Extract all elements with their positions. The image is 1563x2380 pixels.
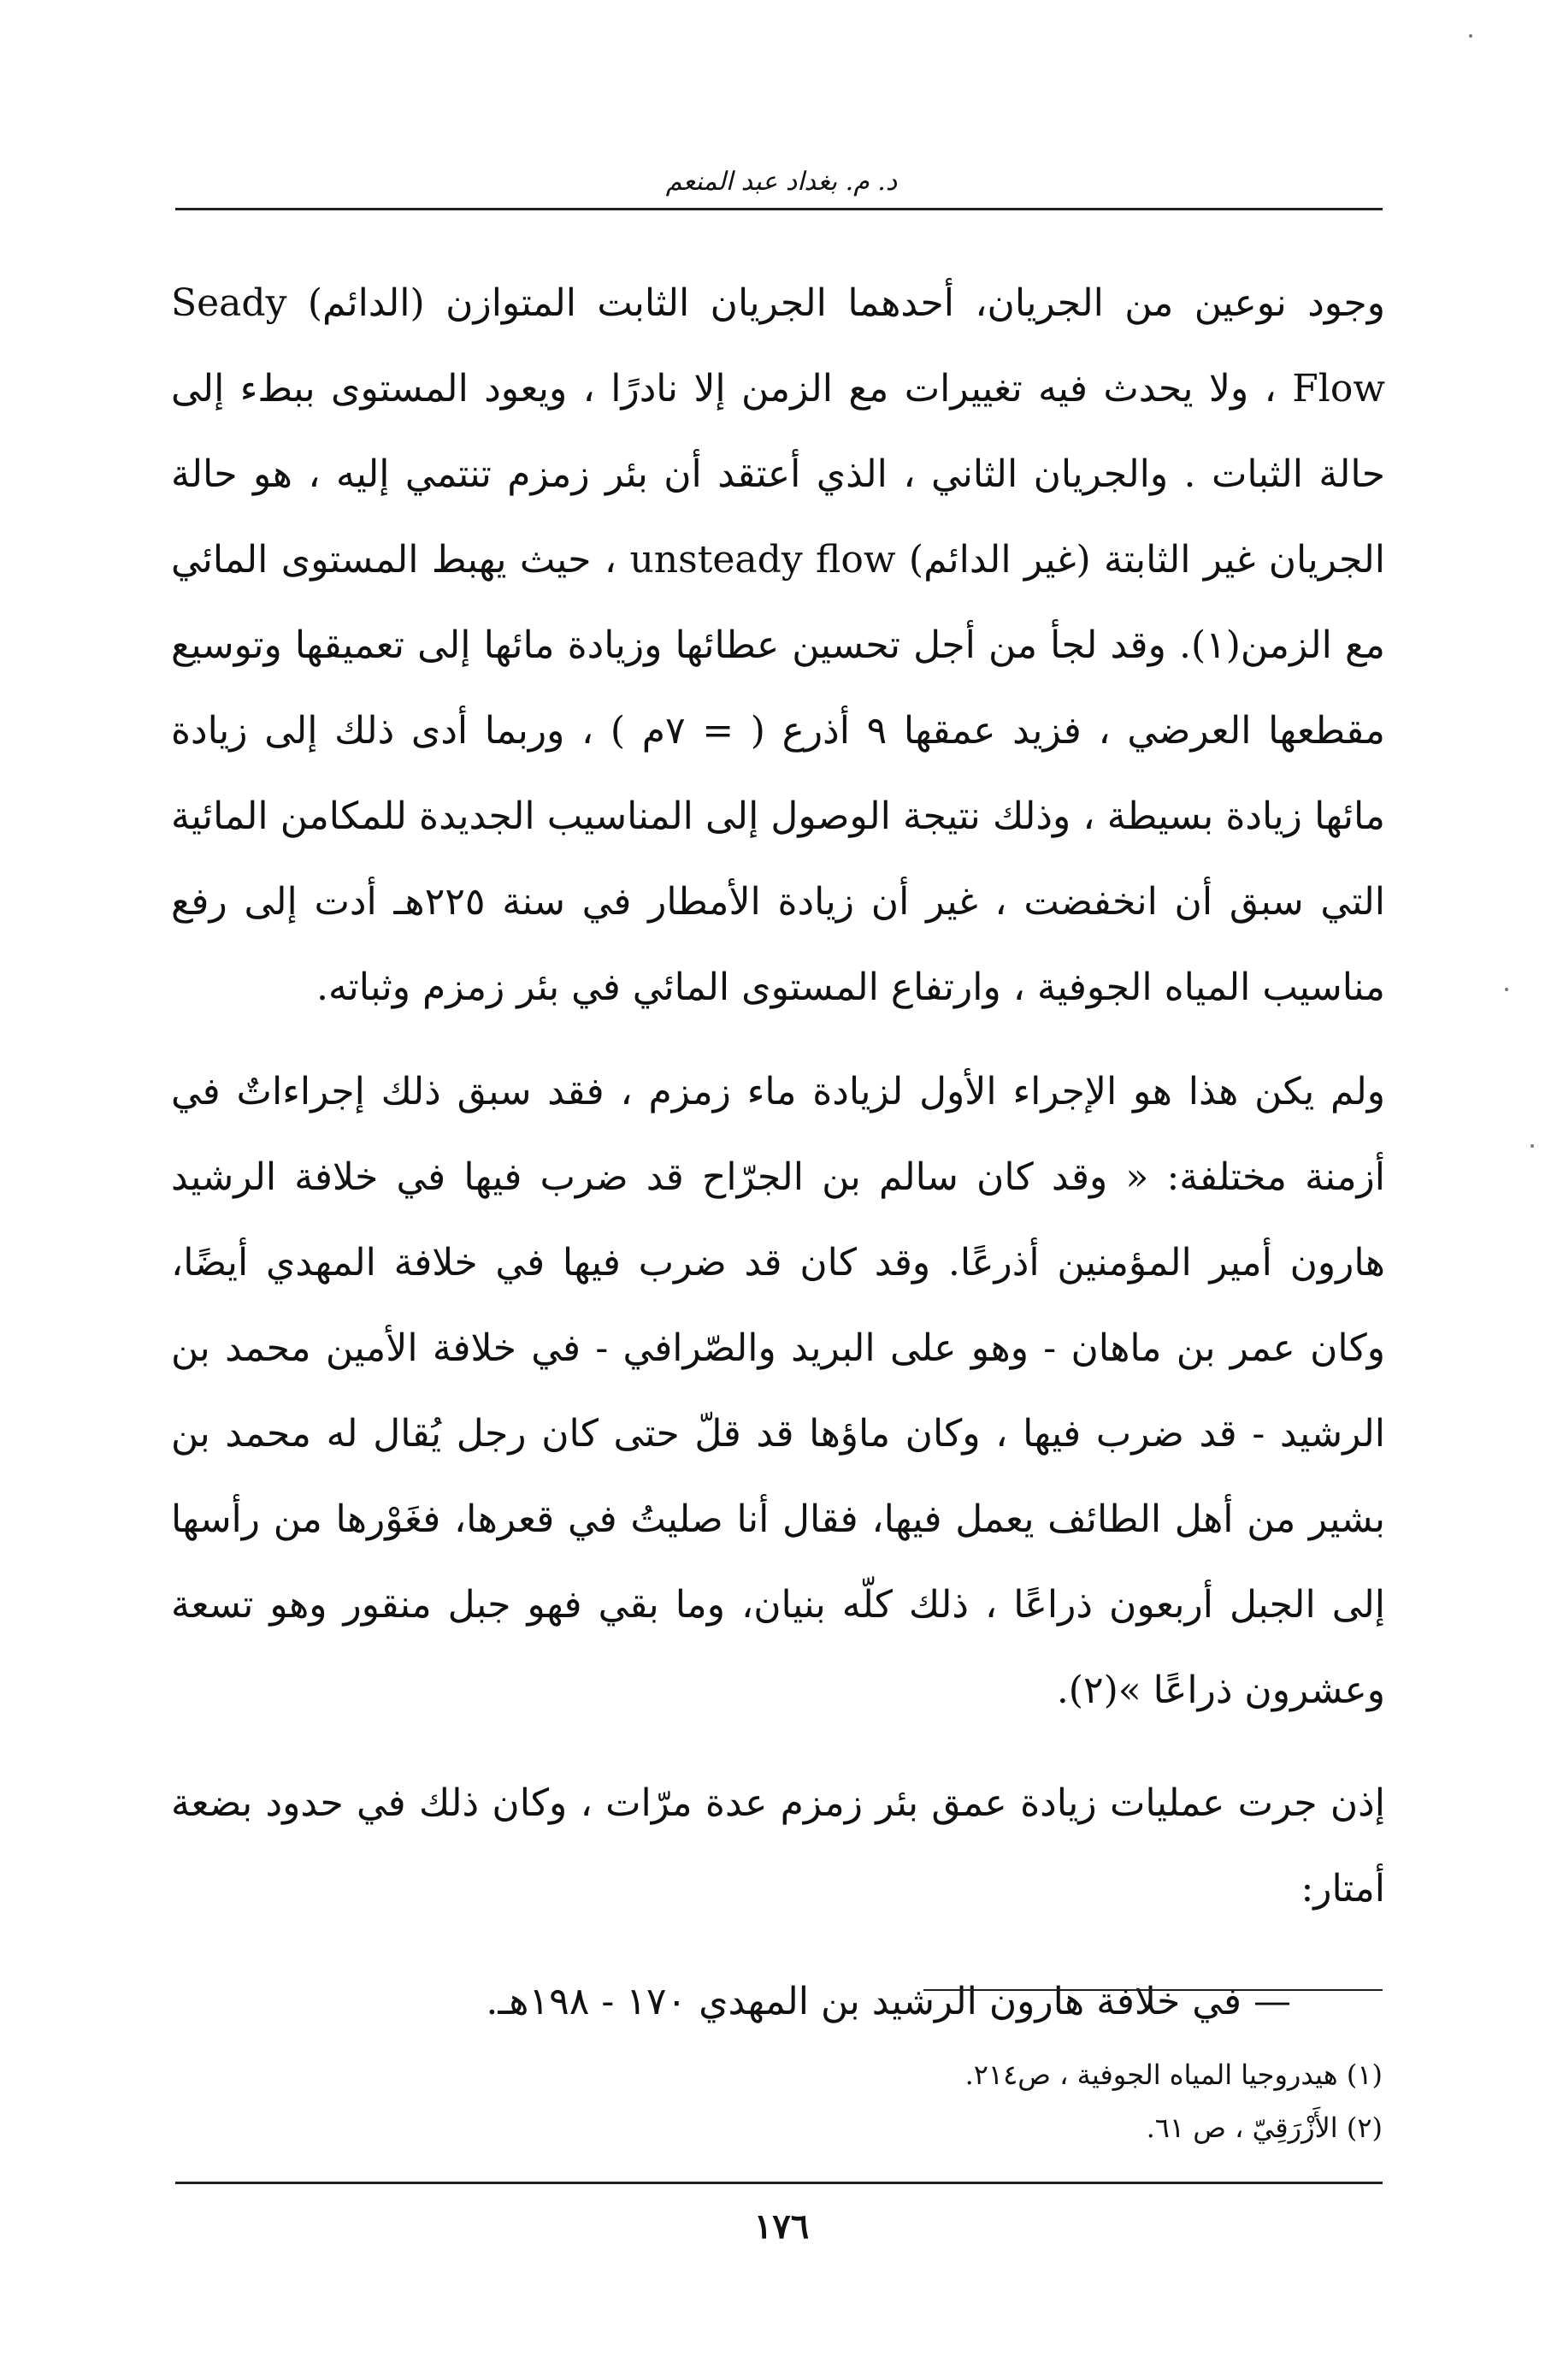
paragraph-3: إذن جرت عمليات زيادة عمق بئر زمزم عدة مرّات ، وكان ذلك في حدود بضعة أمتار: [171, 1781, 1385, 1910]
scan-speck [1469, 34, 1472, 38]
running-header-author: د. م. بغداد عبد المنعم [665, 167, 898, 197]
footnotes [171, 2048, 1383, 2154]
footnote-2: (٢) الأَزْرَقِيّ ، ص ٦١. [1146, 2111, 1383, 2144]
footnote-1: (١) هيدروجيا المياه الجوفية ، ص٢١٤. [964, 2058, 1383, 2091]
scan-speck [1531, 1144, 1534, 1148]
paragraph-1: وجود نوعين من الجريان، أحدهما الجريان الثابت المتوازن (الدائم) Seady Flow ، ولا يحدث فيه تغييرات مع الزمن إلا نادرًا ، ويعود المستوى ببطء إلى حالة الثبات . والجريان الثاني ، الذي أعتقد أن بئر زمزم تنتمي إليه ، هو حالة الجريان غير الثابتة (غير الدائم) unsteady flow ، حيث يهبط المستوى المائي مع الزمن(١). وقد لجأ من أجل تحسين عطائها وزيادة مائها إلى تعميقها وتوسيع مقطعها العرضي ، فزيد عمقها ٩ أذرع ( = ٧م ) ، وربما أدى ذلك إلى زيادة مائها زيادة بسيطة ، وذلك نتيجة الوصول إلى المناسيب الجديدة للمكامن المائية التي سبق أن انخفضت ، غير أن زيادة الأمطار في سنة ٢٢٥هـ أدت إلى رفع مناسيب المياه الجوفية ، وارتفاع المستوى المائي في بئر زمزم وثباته. [171, 281, 1386, 1009]
main-text [171, 261, 1385, 2072]
bullet-item: — في خلافة هارون الرشيد بن المهدي ١٧٠ - ١٩٨هـ. [486, 1980, 1291, 2023]
header-rule [175, 208, 1383, 210]
page-number: ١٧٦ [753, 2206, 810, 2247]
scan-speck [1505, 988, 1508, 991]
footer-rule [175, 2182, 1383, 2184]
footnote-separator [923, 1989, 1383, 1991]
paragraph-2: ولم يكن هذا هو الإجراء الأول لزيادة ماء زمزم ، فقد سبق ذلك إجراءاتٌ في أزمنة مختلفة: « وقد كان سالم بن الجرّاح قد ضرب فيها في خلافة الرشيد هارون أمير المؤمنين أذرعًا. وقد كان قد ضرب فيها في خلافة المهدي أيضًا، وكان عمر بن ماهان - وهو على البريد والصّرافي - في خلافة الأمين محمد بن الرشيد - قد ضرب فيها ، وكان ماؤها قد قلّ حتى كان رجل يُقال له محمد بن بشير من أهل الطائف يعمل فيها، فقال أنا صليتُ في قعرها، فغَوْرها من رأسها إلى الجبل أربعون ذراعًا ، ذلك كلّه بنيان، وما بقي فهو جبل منقور وهو تسعة وعشرون ذراعًا »(٢). [171, 1070, 1385, 1712]
